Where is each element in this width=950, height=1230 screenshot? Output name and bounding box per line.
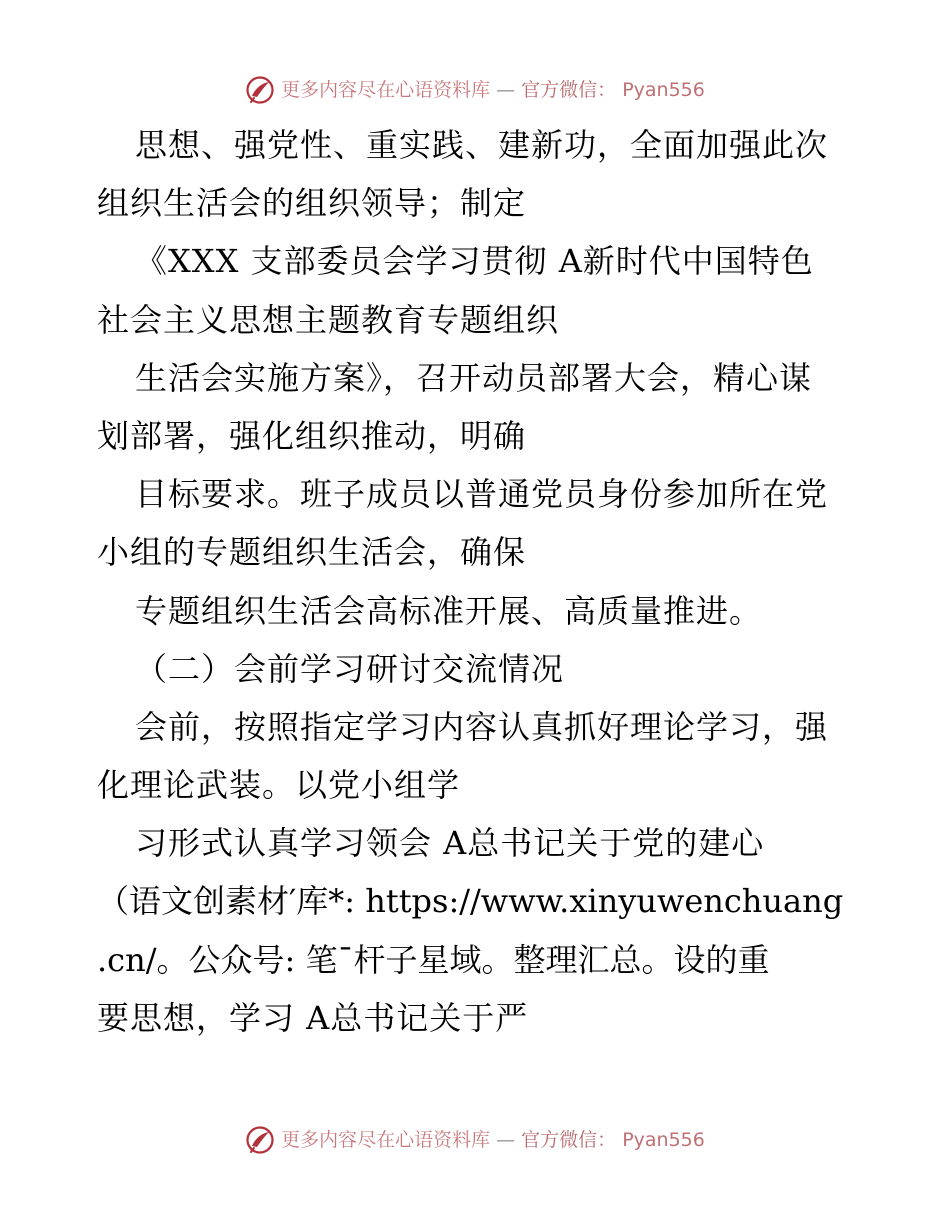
body-line: 目标要求。班子成员以普通党员身份参加所在党 — [135, 475, 829, 514]
body-line: 要思想，学习 A总书记关于严 — [97, 998, 529, 1037]
brand-logo-icon — [245, 75, 275, 105]
banner-account-id: Pyan556 — [622, 1129, 705, 1151]
section-heading: （二）会前学习研讨交流情况 — [135, 649, 565, 688]
body-line: .cn/。公众号: 笔¯杆子星域。整理汇总。设的重 — [97, 940, 770, 979]
body-line-url: （语文创素材′库*: https://www.xinyuwenchuang — [97, 882, 844, 921]
body-line: 思想、强党性、重实践、建新功，全面加强此次 — [135, 126, 829, 164]
body-line: 习形式认真学习领会 A总书记关于党的建心 — [135, 824, 765, 863]
footer-watermark-banner — [0, 1125, 950, 1155]
body-line: 生活会实施方案》，召开动员部署大会，精心谋 — [135, 358, 813, 397]
banner-main-text: 更多内容尽在心语资料库 — [281, 1129, 491, 1151]
banner-separator: — — [496, 1129, 516, 1151]
body-line: 会前，按照指定学习内容认真抓好理论学习，强 — [135, 707, 829, 746]
header-watermark-banner — [0, 75, 950, 105]
body-line: 化理论武装。以党小组学 — [97, 766, 461, 805]
body-line: 专题组织生活会高标准开展、高质量推进。 — [135, 591, 763, 630]
brand-logo-icon — [245, 1125, 275, 1155]
banner-sub-text: 官方微信： — [521, 1129, 617, 1151]
body-line: 划部署，强化组织推动，明确 — [97, 416, 527, 455]
banner-separator: — — [496, 79, 516, 101]
banner-main-text: 更多内容尽在心语资料库 — [281, 79, 491, 101]
body-line: 《XXX 支部委员会学习贯彻 A新时代中国特色 — [135, 242, 814, 281]
body-line: 组织生活会的组织领导；制定 — [97, 184, 527, 223]
document-body — [97, 116, 857, 1047]
banner-sub-text: 官方微信： — [521, 79, 617, 101]
body-line: 小组的专题组织生活会，确保 — [97, 533, 527, 572]
banner-account-id: Pyan556 — [622, 79, 705, 101]
body-line: 社会主义思想主题教育专题组织 — [97, 300, 560, 339]
